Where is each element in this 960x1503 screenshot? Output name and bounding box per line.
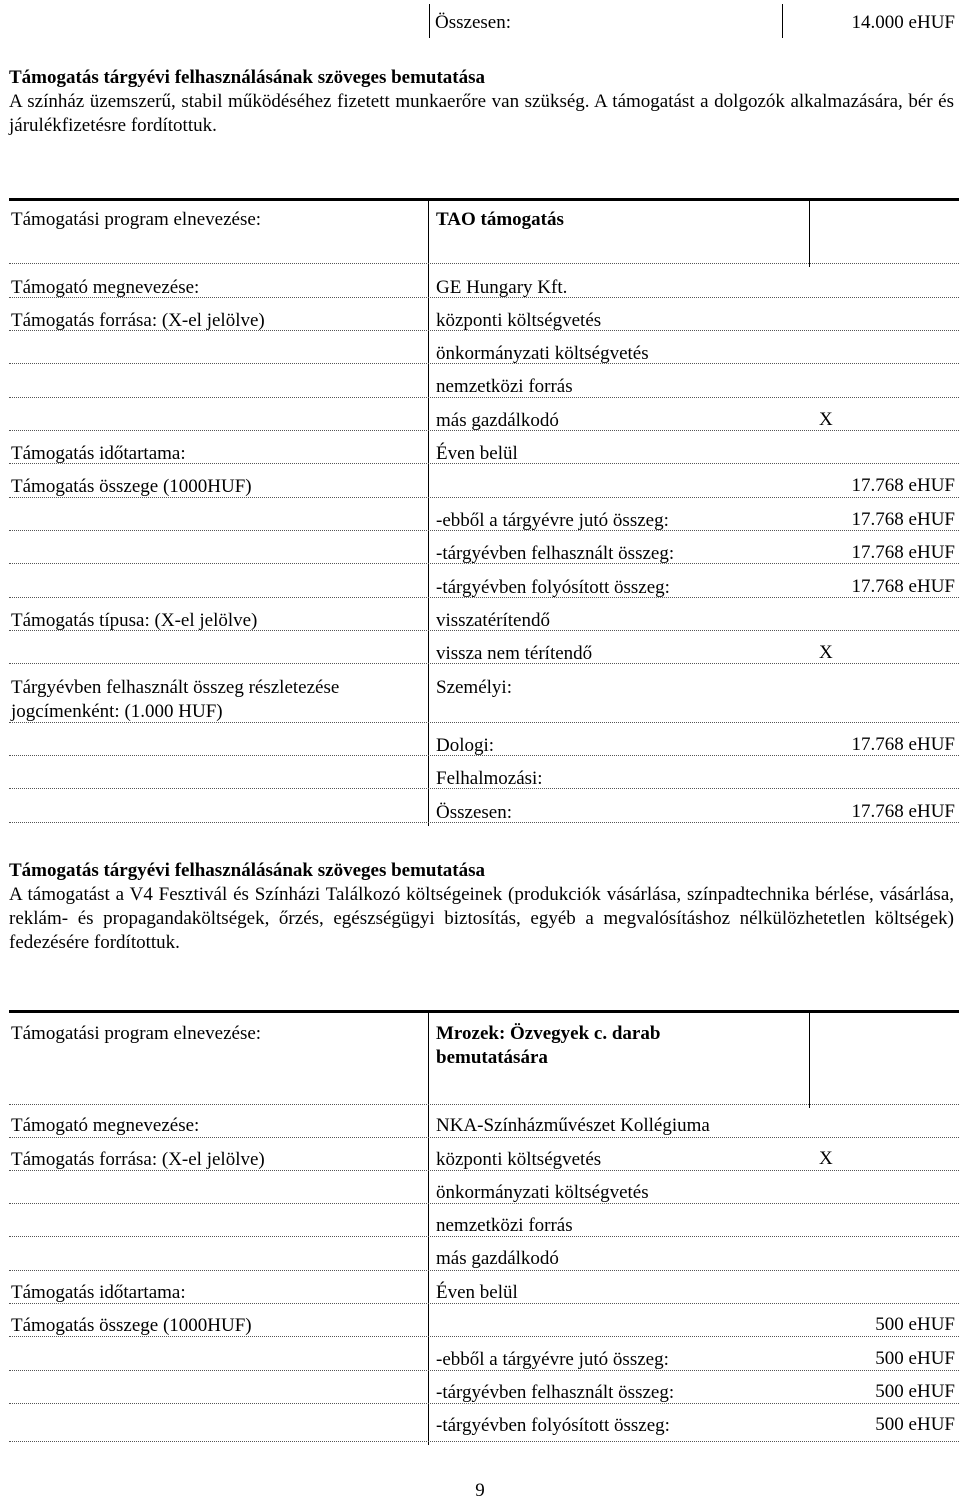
field-label: Támogató megnevezése: [11, 1115, 200, 1136]
section2-text: A támogatást a V4 Fesztivál és Színházi Találkozó költségeinek (produkciók vásárlása, színpadtechnika bérlése, vásárlása, reklám- és propagandaköltségek, őrzés, egészségügyi biztosítás, egyéb a megvalósításhoz nélkülözhetetlen költségek) fedezésére fordítottuk. [9, 884, 954, 953]
section1-heading: Támogatás tárgyévi felhasználásának szöveges bemutatása [9, 67, 486, 88]
form-row [9, 475, 959, 498]
mark-cell: X [819, 642, 833, 663]
field-value: -ebből a tárgyévre jutó összeg: [436, 1349, 669, 1370]
form-row [9, 1114, 959, 1138]
field-value: vissza nem térítendő [436, 643, 593, 664]
form-row [9, 1214, 959, 1237]
mark-cell: X [819, 409, 833, 430]
field-value: Összesen: [436, 802, 512, 823]
field-value: központi költségvetés [436, 1149, 602, 1170]
form-row [9, 1414, 959, 1442]
top-total-label: Összesen: [435, 12, 511, 33]
form-row [9, 576, 959, 598]
field-label: Támogatás forrása: (X-el jelölve) [11, 310, 265, 331]
section1-text: A színház üzemszerű, stabil működéséhez fizetett munkaerőre van szükség. A támogatást a dolgozók alkalmazására, bér és járulékfizetésre fordítottuk. [9, 91, 954, 136]
form-row [9, 676, 959, 723]
field-value: önkormányzati költségvetés [436, 1182, 649, 1203]
field-value: Személyi: [436, 677, 512, 698]
amount-cell: 17.768 eHUF [851, 734, 955, 755]
form-row [9, 276, 959, 298]
amount-cell: 17.768 eHUF [851, 475, 955, 496]
row-dotted-rule [9, 1441, 959, 1442]
field-value: GE Hungary Kft. [436, 277, 568, 298]
grant-form-nka [9, 1010, 959, 1445]
amount-cell: 17.768 eHUF [851, 801, 955, 822]
field-value: NKA-Színházművészet Kollégiuma [436, 1115, 710, 1136]
field-value: más gazdálkodó [436, 410, 559, 431]
amount-cell: 17.768 eHUF [851, 509, 955, 530]
form-row [9, 1381, 959, 1404]
form-row [9, 342, 959, 364]
row-dotted-rule [9, 1104, 959, 1105]
amount-cell: 17.768 eHUF [851, 542, 955, 563]
field-value: nemzetközi forrás [436, 1215, 573, 1236]
field-value: önkormányzati költségvetés [436, 343, 649, 364]
field-value: nemzetközi forrás [436, 376, 573, 397]
form-row [9, 309, 959, 331]
amount-cell: 500 eHUF [875, 1381, 955, 1402]
form-row [9, 1247, 959, 1271]
page-number: 9 [475, 1480, 485, 1501]
form-row [9, 509, 959, 531]
top-total-value: 14.000 eHUF [851, 12, 955, 33]
form-row [9, 1022, 959, 1105]
field-value: központi költségvetés [436, 310, 602, 331]
section2-heading: Támogatás tárgyévi felhasználásának szöveges bemutatása [9, 860, 486, 881]
grant-form-tao [9, 198, 959, 830]
form-row [9, 1181, 959, 1204]
form-row [9, 734, 959, 756]
top-total-row [429, 4, 959, 38]
field-value: Mrozek: Özvegyek c. darab bemutatására [436, 1023, 661, 1068]
field-label: Támogatás időtartama: [11, 1282, 186, 1303]
field-value: -tárgyévben folyósított összeg: [436, 1415, 670, 1436]
field-value: Éven belül [436, 1282, 518, 1303]
field-label: Támogatás összege (1000HUF) [11, 476, 252, 497]
field-label: Támogatás időtartama: [11, 443, 186, 464]
field-value: Felhalmozási: [436, 768, 543, 789]
form-row [9, 642, 959, 664]
field-label: Támogatás forrása: (X-el jelölve) [11, 1149, 265, 1170]
field-value: TAO támogatás [436, 209, 564, 230]
field-value: Éven belül [436, 443, 518, 464]
field-label: Támogatási program elnevezése: [11, 209, 262, 230]
top-total-divider [782, 4, 783, 38]
form-row [9, 1314, 959, 1337]
field-value: -tárgyévben felhasznált összeg: [436, 543, 675, 564]
mark-cell: X [819, 1148, 833, 1169]
amount-cell: 500 eHUF [875, 1414, 955, 1435]
form-row [9, 767, 959, 789]
form2-top-rule [9, 1010, 959, 1013]
field-value: visszatérítendő [436, 610, 550, 631]
field-value: más gazdálkodó [436, 1248, 559, 1269]
form1-top-rule [9, 198, 959, 201]
form-row [9, 609, 959, 631]
field-label: Támogatás összege (1000HUF) [11, 1315, 252, 1336]
form-row [9, 542, 959, 564]
row-dotted-rule [9, 263, 959, 264]
field-value: -tárgyévben folyósított összeg: [436, 577, 670, 598]
form-row [9, 1348, 959, 1371]
field-label: Támogató megnevezése: [11, 277, 200, 298]
field-value: -tárgyévben felhasznált összeg: [436, 1382, 675, 1403]
form-row [9, 442, 959, 464]
amount-cell: 500 eHUF [875, 1314, 955, 1335]
top-total-left-border [429, 4, 430, 38]
form-row [9, 375, 959, 398]
form-row [9, 801, 959, 823]
field-label: Támogatás típusa: (X-el jelölve) [11, 610, 258, 631]
form-row [9, 208, 959, 264]
form-row [9, 1148, 959, 1171]
amount-cell: 500 eHUF [875, 1348, 955, 1369]
section2-description [9, 859, 954, 955]
section1-description [9, 66, 954, 138]
field-label: Tárgyévben felhasznált összeg részletezése jogcímenként: (1.000 HUF) [11, 677, 340, 722]
form-row [9, 1281, 959, 1304]
field-value: -ebből a tárgyévre jutó összeg: [436, 510, 669, 531]
field-value: Dologi: [436, 735, 495, 756]
form-row [9, 409, 959, 431]
field-label: Támogatási program elnevezése: [11, 1023, 262, 1044]
amount-cell: 17.768 eHUF [851, 576, 955, 597]
